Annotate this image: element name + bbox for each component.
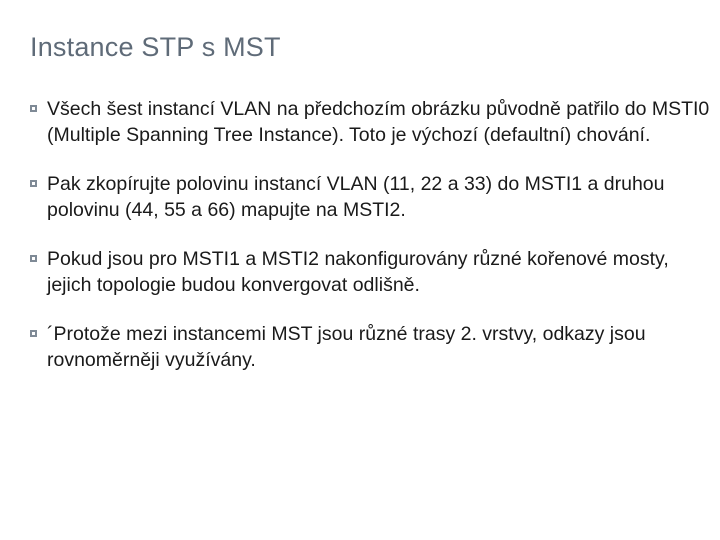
- square-bullet-icon: [30, 330, 37, 337]
- bullet-item: [30, 96, 710, 148]
- bullet-text: Pak zkopírujte polovinu instancí VLAN (11, 22 a 33) do MSTI1 a druhou polovinu (44, 55 a 66) mapujte na MSTI2.: [47, 173, 665, 221]
- bullet-text: Pokud jsou pro MSTI1 a MSTI2 nakonfigurovány různé kořenové mosty, jejich topologie budou konvergovat odlišně.: [47, 248, 669, 296]
- bullet-list: [30, 96, 710, 396]
- square-bullet-icon: [30, 255, 37, 262]
- slide-title: Instance STP s MST: [30, 32, 281, 62]
- bullet-item: [30, 171, 710, 223]
- bullet-item: [30, 321, 710, 373]
- bullet-text: ´Protože mezi instancemi MST jsou různé trasy 2. vrstvy, odkazy jsou rovnoměrněji využívány.: [47, 323, 646, 371]
- square-bullet-icon: [30, 180, 37, 187]
- square-bullet-icon: [30, 105, 37, 112]
- bullet-text: Všech šest instancí VLAN na předchozím obrázku původně patřilo do MSTI0 (Multiple Spanning Tree Instance). Toto je výchozí (defaultní) chování.: [47, 98, 710, 146]
- bullet-item: [30, 246, 710, 298]
